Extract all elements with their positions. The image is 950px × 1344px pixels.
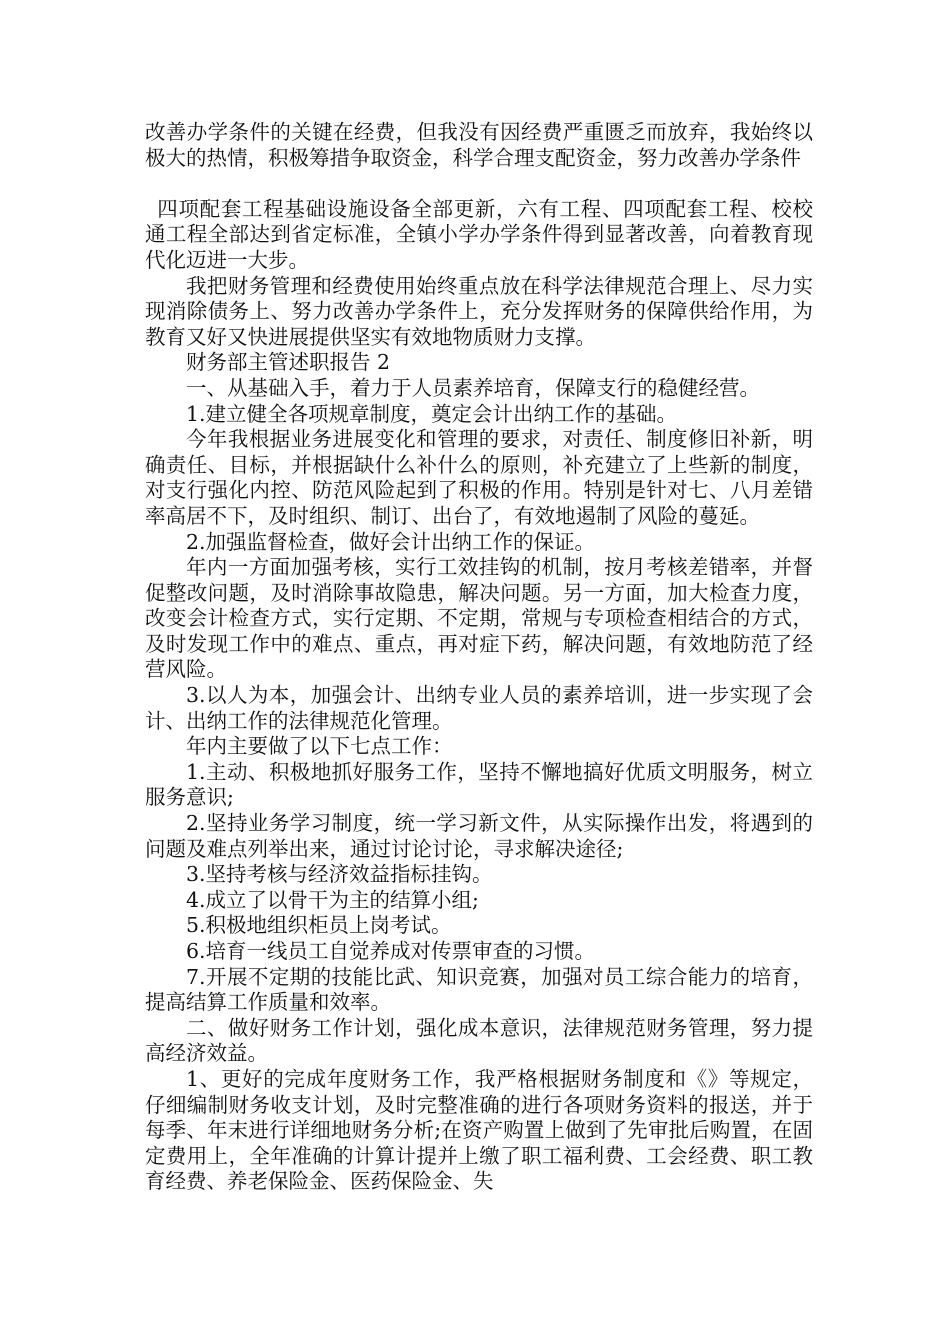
paragraph-supervision-detail: 年内一方面加强考核，实行工效挂钩的机制，按月考核差错率，并督促整改问题，及时消除事故隐患，解决问题。另一方面，加大检查力度，改变会计检查方式，实行定期、不定期，常规与专项检查相结合的方式，及时发现工作中的难点、重点，再对症下药，解决问题，有效地防范了经营风险。 — [145, 555, 813, 682]
paragraph-seven-points-intro: 年内主要做了以下七点工作： — [186, 734, 453, 759]
section-heading-report-2: 财务部主管述职报告 2 — [186, 350, 391, 375]
item-3-training: 3.以人为本，加强会计、出纳专业人员的素养培训，进一步实现了会计、出纳工作的法律规范化管理。 — [145, 683, 813, 733]
item-2-supervision: 2.加强监督检查，做好会计出纳工作的保证。 — [186, 529, 596, 554]
paragraph-rules-detail: 今年我根据业务进展变化和管理的要求，对责任、制度修旧补新，明确责任、目标，并根据缺什么补什么的原则，补充建立了上些新的制度，对支行强化内控、防范风险起到了积极的作用。特别是针对七、八月差错率高居不下，及时组织、制订、出台了，有效地遏制了风险的蔓延。 — [145, 427, 813, 528]
heading-part-two: 二、做好财务工作计划，强化成本意识，法律规范财务管理，努力提高经济效益。 — [145, 1015, 813, 1066]
list-item-1: 1.主动、积极地抓好服务工作，坚持不懈地搞好优质文明服务，树立服务意识; — [145, 759, 813, 810]
document-page — [145, 120, 813, 1195]
paragraph-gap — [145, 171, 813, 197]
list-item-2: 2.坚持业务学习制度，统一学习新文件，从实际操作出发，将遇到的问题及难点列举出来，通过讨论讨论，寻求解决途径; — [145, 811, 813, 861]
paragraph-finance-management: 我把财务管理和经费使用始终重点放在科学法律规范合理上、尽力实现消除债务上、努力改善办学条件上，充分发挥财务的保障供给作用，为教育又好又快进展提供坚实有效地物质财力支撑。 — [145, 273, 813, 349]
list-item-6: 6.培育一线员工自觉养成对传票审查的习惯。 — [186, 939, 596, 963]
list-item-3: 3.坚持考核与经济效益指标挂钩。 — [186, 862, 493, 887]
paragraph-annual-finance: 1、更好的完成年度财务工作，我严格根据财务制度和《》等规定，仔细编制财务收支计划，及时完整准确的进行各项财务资料的报送，并于每季、年末进行详细地财务分析;在资产购置上做到了先审批后购置，在固定费用上，全年准确的计算计提并上缴了职工福利费、工会经费、职工教育经费、养老保险金、医药保险金、失 — [145, 1066, 813, 1194]
list-item-4: 4.成立了以骨干为主的结算小组; — [186, 887, 479, 912]
paragraph-facilities: 四项配套工程基础设施设备全部更新，六有工程、四项配套工程、校校通工程全部达到省定标准，全镇小学办学条件得到显著改善，向着教育现代化迈进一大步。 — [145, 196, 813, 272]
heading-part-one: 一、从基础入手，着力于人员素养培育，保障支行的稳健经营。 — [186, 375, 760, 400]
item-1-rules: 1.建立健全各项规章制度，奠定会计出纳工作的基础。 — [186, 401, 678, 426]
paragraph-funding-intro: 改善办学条件的关键在经费，但我没有因经费严重匮乏而放弃，我始终以极大的热情，积极筹措争取资金，科学合理支配资金，努力改善办学条件 — [145, 120, 813, 170]
list-item-7: 7.开展不定期的技能比武、知识竞赛，加强对员工综合能力的培育，提高结算工作质量和效率。 — [145, 964, 813, 1015]
list-item-5: 5.积极地组织柜员上岗考试。 — [186, 913, 452, 938]
